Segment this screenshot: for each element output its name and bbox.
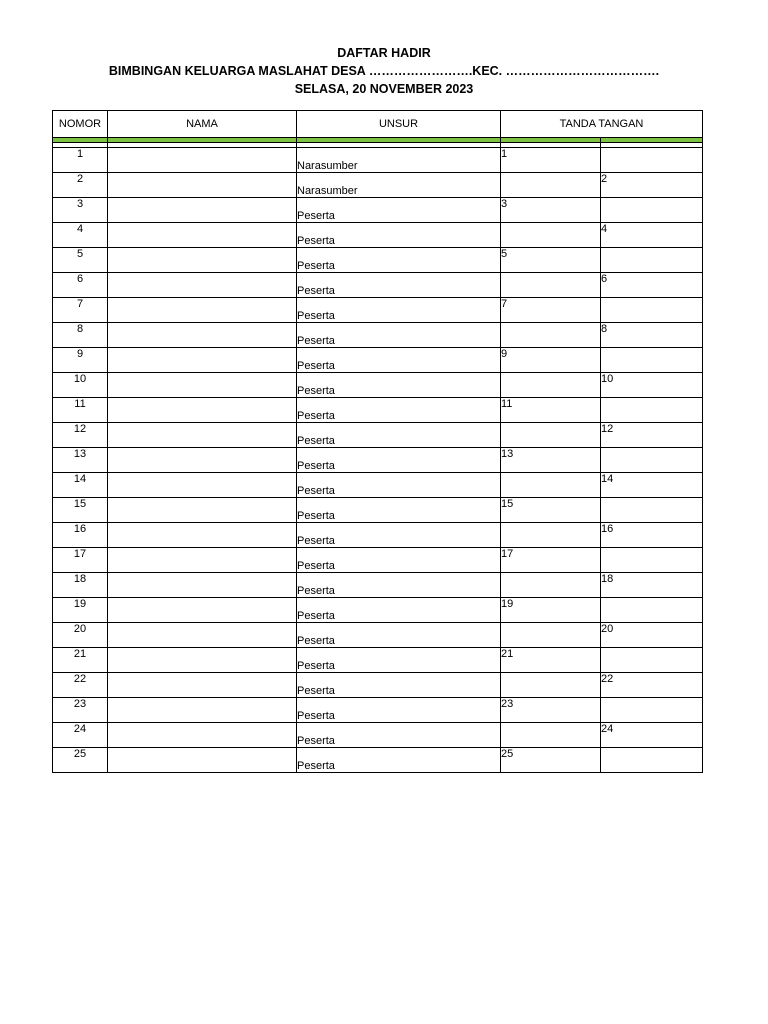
signature-left-cell[interactable]: 7: [501, 298, 601, 323]
row-number: 5: [53, 248, 108, 273]
row-number: 13: [53, 448, 108, 473]
unsur-cell: Peserta: [297, 523, 501, 548]
unsur-cell: Peserta: [297, 248, 501, 273]
unsur-cell: Peserta: [297, 748, 501, 773]
signature-left-cell[interactable]: 19: [501, 598, 601, 623]
name-cell[interactable]: [108, 173, 297, 198]
table-row: [53, 348, 703, 373]
unsur-cell: Peserta: [297, 648, 501, 673]
table-header-row: [53, 111, 703, 138]
row-number: 23: [53, 698, 108, 723]
name-cell[interactable]: [108, 748, 297, 773]
signature-right-cell[interactable]: [601, 398, 703, 423]
name-cell[interactable]: [108, 473, 297, 498]
name-cell[interactable]: [108, 148, 297, 173]
signature-left-cell[interactable]: 21: [501, 648, 601, 673]
signature-left-cell[interactable]: [501, 673, 601, 698]
signature-right-cell[interactable]: [601, 248, 703, 273]
table-row: [53, 298, 703, 323]
table-row: [53, 473, 703, 498]
signature-right-cell[interactable]: [601, 348, 703, 373]
attendance-rows: [53, 148, 703, 773]
row-number: 20: [53, 623, 108, 648]
signature-right-cell[interactable]: [601, 698, 703, 723]
document-date: SELASA, 20 NOVEMBER 2023: [294, 82, 474, 96]
name-cell[interactable]: [108, 398, 297, 423]
table-row: [53, 623, 703, 648]
name-cell[interactable]: [108, 348, 297, 373]
signature-left-cell[interactable]: [501, 723, 601, 748]
signature-right-cell[interactable]: 8: [601, 323, 703, 348]
signature-left-cell[interactable]: [501, 423, 601, 448]
signature-left-cell[interactable]: [501, 623, 601, 648]
unsur-cell: Peserta: [297, 423, 501, 448]
table-row: [53, 198, 703, 223]
signature-right-cell[interactable]: 24: [601, 723, 703, 748]
column-header-nomor: NOMOR: [53, 111, 108, 138]
row-number: 9: [53, 348, 108, 373]
column-header-unsur: UNSUR: [297, 111, 501, 138]
table-row: [53, 498, 703, 523]
table-row: [53, 648, 703, 673]
signature-left-cell[interactable]: [501, 573, 601, 598]
signature-left-cell[interactable]: [501, 273, 601, 298]
table-row: [53, 248, 703, 273]
row-number: 6: [53, 273, 108, 298]
unsur-cell: Peserta: [297, 448, 501, 473]
name-cell[interactable]: [108, 648, 297, 673]
name-cell[interactable]: [108, 248, 297, 273]
signature-left-cell[interactable]: [501, 223, 601, 248]
name-cell[interactable]: [108, 573, 297, 598]
column-header-nama: NAMA: [108, 111, 297, 138]
signature-right-cell[interactable]: [601, 748, 703, 773]
signature-left-cell[interactable]: 23: [501, 698, 601, 723]
name-cell[interactable]: [108, 273, 297, 298]
signature-right-cell[interactable]: 6: [601, 273, 703, 298]
unsur-cell: Peserta: [297, 198, 501, 223]
signature-left-cell[interactable]: [501, 373, 601, 398]
unsur-cell: Narasumber: [297, 148, 501, 173]
signature-right-cell[interactable]: [601, 148, 703, 173]
name-cell[interactable]: [108, 298, 297, 323]
row-number: 15: [53, 498, 108, 523]
table-row: [53, 748, 703, 773]
attendance-table: [52, 110, 703, 773]
unsur-cell: Peserta: [297, 548, 501, 573]
table-row: [53, 448, 703, 473]
unsur-cell: Peserta: [297, 298, 501, 323]
name-cell[interactable]: [108, 423, 297, 448]
row-number: 14: [53, 473, 108, 498]
unsur-cell: Narasumber: [297, 173, 501, 198]
document-title: DAFTAR HADIR: [337, 46, 431, 60]
row-number: 17: [53, 548, 108, 573]
signature-left-cell[interactable]: 25: [501, 748, 601, 773]
row-number: 8: [53, 323, 108, 348]
signature-right-cell[interactable]: 12: [601, 423, 703, 448]
signature-left-cell[interactable]: 1: [501, 148, 601, 173]
name-cell[interactable]: [108, 723, 297, 748]
name-cell[interactable]: [108, 698, 297, 723]
name-cell[interactable]: [108, 598, 297, 623]
unsur-cell: Peserta: [297, 573, 501, 598]
signature-left-cell[interactable]: 5: [501, 248, 601, 273]
signature-right-cell[interactable]: 10: [601, 373, 703, 398]
unsur-cell: Peserta: [297, 323, 501, 348]
signature-right-cell[interactable]: 16: [601, 523, 703, 548]
row-number: 21: [53, 648, 108, 673]
signature-left-cell[interactable]: 17: [501, 548, 601, 573]
signature-right-cell[interactable]: 14: [601, 473, 703, 498]
table-row: [53, 423, 703, 448]
table-row: [53, 523, 703, 548]
table-row: [53, 548, 703, 573]
signature-left-cell[interactable]: 9: [501, 348, 601, 373]
row-number: 12: [53, 423, 108, 448]
row-number: 16: [53, 523, 108, 548]
table-row: [53, 698, 703, 723]
table-row: [53, 223, 703, 248]
signature-left-cell[interactable]: [501, 523, 601, 548]
unsur-cell: Peserta: [297, 698, 501, 723]
signature-right-cell[interactable]: [601, 498, 703, 523]
row-number: 25: [53, 748, 108, 773]
row-number: 1: [53, 148, 108, 173]
table-row: [53, 673, 703, 698]
signature-right-cell[interactable]: [601, 548, 703, 573]
row-number: 7: [53, 298, 108, 323]
unsur-cell: Peserta: [297, 373, 501, 398]
name-cell[interactable]: [108, 448, 297, 473]
name-cell[interactable]: [108, 548, 297, 573]
table-row: [53, 723, 703, 748]
name-cell[interactable]: [108, 623, 297, 648]
signature-right-cell[interactable]: 4: [601, 223, 703, 248]
unsur-cell: Peserta: [297, 398, 501, 423]
unsur-cell: Peserta: [297, 473, 501, 498]
signature-left-cell[interactable]: [501, 473, 601, 498]
name-cell[interactable]: [108, 498, 297, 523]
row-number: 2: [53, 173, 108, 198]
row-number: 19: [53, 598, 108, 623]
unsur-cell: Peserta: [297, 598, 501, 623]
unsur-cell: Peserta: [297, 498, 501, 523]
unsur-cell: Peserta: [297, 623, 501, 648]
table-row: [53, 598, 703, 623]
table-row: [53, 323, 703, 348]
table-row: [53, 398, 703, 423]
table-row: [53, 573, 703, 598]
signature-right-cell[interactable]: [601, 648, 703, 673]
row-number: 22: [53, 673, 108, 698]
row-number: 4: [53, 223, 108, 248]
row-number: 11: [53, 398, 108, 423]
unsur-cell: Peserta: [297, 673, 501, 698]
table-row: [53, 173, 703, 198]
signature-right-cell[interactable]: [601, 598, 703, 623]
signature-right-cell[interactable]: [601, 448, 703, 473]
name-cell[interactable]: [108, 523, 297, 548]
name-cell[interactable]: [108, 223, 297, 248]
row-number: 24: [53, 723, 108, 748]
name-cell[interactable]: [108, 323, 297, 348]
signature-right-cell[interactable]: 2: [601, 173, 703, 198]
row-number: 18: [53, 573, 108, 598]
signature-left-cell[interactable]: 3: [501, 198, 601, 223]
name-cell[interactable]: [108, 673, 297, 698]
unsur-cell: Peserta: [297, 348, 501, 373]
signature-right-cell[interactable]: 22: [601, 673, 703, 698]
signature-right-cell[interactable]: [601, 298, 703, 323]
name-cell[interactable]: [108, 373, 297, 398]
signature-left-cell[interactable]: 15: [501, 498, 601, 523]
row-number: 10: [53, 373, 108, 398]
table-row: [53, 148, 703, 173]
unsur-cell: Peserta: [297, 723, 501, 748]
signature-right-cell[interactable]: 20: [601, 623, 703, 648]
unsur-cell: Peserta: [297, 273, 501, 298]
signature-left-cell[interactable]: 13: [501, 448, 601, 473]
table-row: [53, 273, 703, 298]
name-cell[interactable]: [108, 198, 297, 223]
document-subtitle: BIMBINGAN KELUARGA MASLAHAT DESA …………………….KEC. ……………………………….: [108, 64, 660, 78]
column-header-tanda-tangan: TANDA TANGAN: [501, 111, 703, 138]
signature-left-cell[interactable]: 11: [501, 398, 601, 423]
signature-left-cell[interactable]: [501, 323, 601, 348]
signature-left-cell[interactable]: [501, 173, 601, 198]
row-number: 3: [53, 198, 108, 223]
signature-right-cell[interactable]: [601, 198, 703, 223]
unsur-cell: Peserta: [297, 223, 501, 248]
table-row: [53, 373, 703, 398]
signature-right-cell[interactable]: 18: [601, 573, 703, 598]
